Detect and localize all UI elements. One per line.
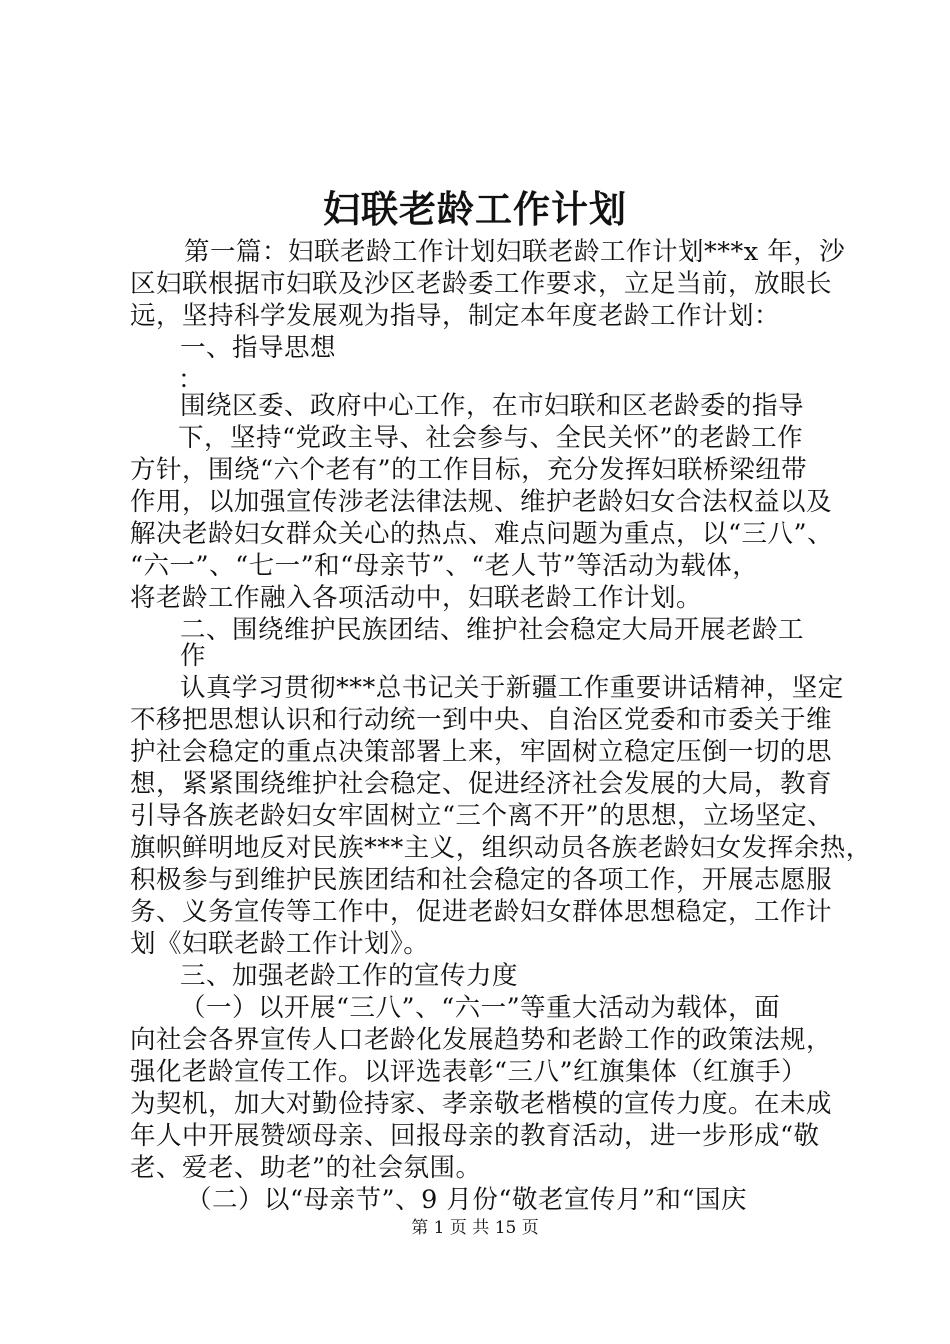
body-line: 积极参与到维护民族团结和社会稳定的各项工作，开展志愿服 (130, 865, 833, 895)
body-line: 解决老龄妇女群众关心的热点、难点问题为重点，以“三八”、 (130, 519, 834, 549)
section-heading: 三、加强老龄工作的宣传力度 (180, 961, 519, 991)
body-line: 划《妇联老龄工作计划》。 (130, 929, 430, 959)
body-line: “六一”、“七一”和“母亲节”、“老人节”等活动为载体， (130, 551, 759, 581)
body-line: 引导各族老龄妇女牢固树立“三个离不开”的思想，立场坚定、 (130, 801, 834, 831)
body-line: 向社会各界宣传人口老龄化发展趋势和老龄工作的政策法规， (130, 1025, 833, 1055)
body-line: ： (178, 365, 205, 395)
body-line: 第一篇：妇联老龄工作计划妇联老龄工作计划***x 年，沙 (184, 237, 846, 267)
body-line: 区妇联根据市妇联及沙区老龄委工作要求，立足当前，放眼长 (130, 269, 833, 299)
body-line: 远，坚持科学发展观为指导，制定本年度老龄工作计划： (130, 301, 781, 331)
body-line: 围绕区委、政府中心工作，在市妇联和区老龄委的指导 (180, 391, 805, 421)
body-line: 强化老龄宣传工作。以评选表彰“三八”红旗集体（红旗手） (130, 1057, 808, 1087)
body-line: 旗帜鲜明地反对民族***主义，组织动员各族老龄妇女发挥余热， (130, 833, 872, 863)
body-line: 不移把思想认识和行动统一到中央、自治区党委和市委关于维 (130, 705, 833, 735)
section-heading: 作 (180, 641, 207, 671)
body-line: 年人中开展赞颂母亲、回报母亲的教育活动，进一步形成“敬 (130, 1121, 820, 1151)
section-heading: 二、围绕维护民族团结、维护社会稳定大局开展老龄工 (180, 615, 805, 645)
page-number-footer: 第 1 页 共 15 页 (411, 1218, 539, 1238)
document-title: 妇联老龄工作计划 (323, 187, 627, 231)
body-line: 务、义务宣传等工作中，促进老龄妇女群体思想稳定，工作计 (130, 897, 833, 927)
body-line: 认真学习贯彻***总书记关于新疆工作重要讲话精神，坚定 (180, 673, 844, 703)
body-line: 将老龄工作融入各项活动中，妇联老龄工作计划。 (130, 583, 703, 613)
body-line: 老、爱老、助老”的社会氛围。 (130, 1153, 482, 1183)
body-line: 作用，以加强宣传涉老法律法规、维护老龄妇女合法权益以及 (130, 487, 833, 517)
body-line: 想，紧紧围绕维护社会稳定、促进经济社会发展的大局，教育 (130, 769, 833, 799)
body-line: 方针，围绕“六个老有”的工作目标，充分发挥妇联桥梁纽带 (130, 455, 808, 485)
body-line: 下，坚持“党政主导、社会参与、全民关怀”的老龄工作 (178, 423, 804, 453)
body-line: 为契机，加大对勤俭持家、孝亲敬老楷模的宣传力度。在未成 (130, 1089, 833, 1119)
body-line: （二）以“母亲节”、9 月份“敬老宣传月”和“国庆 (186, 1185, 748, 1215)
section-heading: 一、指导思想 (180, 333, 337, 363)
body-line: 护社会稳定的重点决策部署上来，牢固树立稳定压倒一切的思 (130, 737, 833, 767)
body-line: （一）以开展“三八”、“六一”等重大活动为载体，面 (180, 993, 781, 1023)
